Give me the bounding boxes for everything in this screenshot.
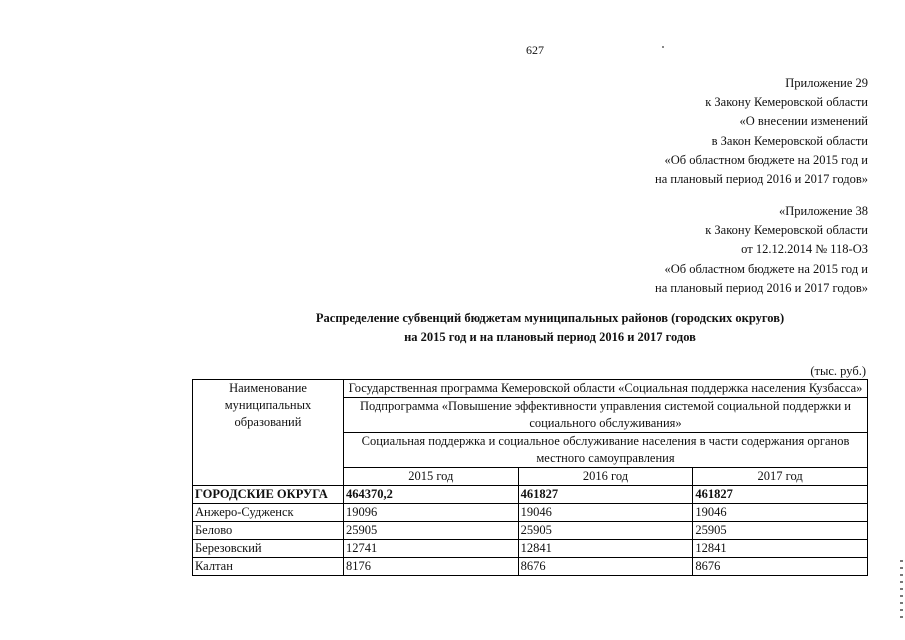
cell-2015: 8176 [344, 558, 519, 576]
cell-2016: 8676 [518, 558, 693, 576]
page-number: 627 [526, 43, 544, 57]
row-name: Березовский [193, 540, 344, 558]
scan-edge-marks [900, 560, 903, 620]
appendix-line: на плановый период 2016 и 2017 годов» [655, 280, 868, 295]
appendix-line: на плановый период 2016 и 2017 годов» [655, 172, 868, 187]
appendix-line: «Приложение 38 [779, 204, 868, 218]
year-header: 2017 год [693, 468, 868, 486]
appendix-line: «Об областном бюджете на 2015 год и [664, 152, 868, 167]
row-name: Анжеро-Судженск [193, 504, 344, 522]
document-title [220, 309, 880, 347]
appendix-line: к Закону Кемеровской области [705, 223, 868, 238]
table-row [193, 540, 868, 558]
table-row [193, 558, 868, 576]
row-name: ГОРОДСКИЕ ОКРУГА [193, 486, 344, 504]
header-row [193, 380, 868, 398]
year-header: 2016 год [518, 468, 693, 486]
appendix-line: в Закон Кемеровской области [711, 133, 868, 148]
cell-2015: 25905 [344, 522, 519, 540]
municipality-header: Наименование муниципальных образований [193, 380, 344, 486]
appendix-line: от 12.12.2014 № 118-ОЗ [741, 242, 868, 257]
cell-2017: 25905 [693, 522, 868, 540]
subsidy-table [192, 379, 868, 576]
unit-label: (тыс. руб.) [810, 364, 866, 378]
appendix-line: Приложение 29 [785, 76, 868, 90]
year-header: 2015 год [344, 468, 519, 486]
appendix-29-block [655, 74, 868, 189]
row-name: Белово [193, 522, 344, 540]
table-row [193, 522, 868, 540]
appendix-line: к Закону Кемеровской области [705, 95, 868, 110]
appendix-line: «Об областном бюджете на 2015 год и [664, 261, 868, 276]
cell-2017: 461827 [693, 486, 868, 504]
cell-2016: 12841 [518, 540, 693, 558]
cell-2016: 19046 [518, 504, 693, 522]
cell-2016: 461827 [518, 486, 693, 504]
cell-2017: 19046 [693, 504, 868, 522]
table-row [193, 504, 868, 522]
cell-2017: 8676 [693, 558, 868, 576]
cell-2015: 12741 [344, 540, 519, 558]
cell-2016: 25905 [518, 522, 693, 540]
row-name: Калтан [193, 558, 344, 576]
title-line: Распределение субвенций бюджетам муниципальных районов (городских округов) [315, 311, 785, 325]
appendix-38-block [655, 202, 868, 298]
table-row [193, 486, 868, 504]
title-line: на 2015 год и на плановый период 2016 и 2017 годов [404, 330, 696, 344]
program-header: Государственная программа Кемеровской области «Социальная поддержка населения Кузбасса» [344, 380, 868, 398]
scan-speck [662, 46, 664, 48]
cell-2017: 12841 [693, 540, 868, 558]
activity-header: Социальная поддержка и социальное обслуживание населения в части содержания органов местного самоуправления [344, 433, 868, 468]
cell-2015: 19096 [344, 504, 519, 522]
cell-2015: 464370,2 [344, 486, 519, 504]
subprogram-header: Подпрограмма «Повышение эффективности управления системой социальной поддержки и социального обслуживания» [344, 398, 868, 433]
appendix-line: «О внесении изменений [739, 114, 868, 129]
